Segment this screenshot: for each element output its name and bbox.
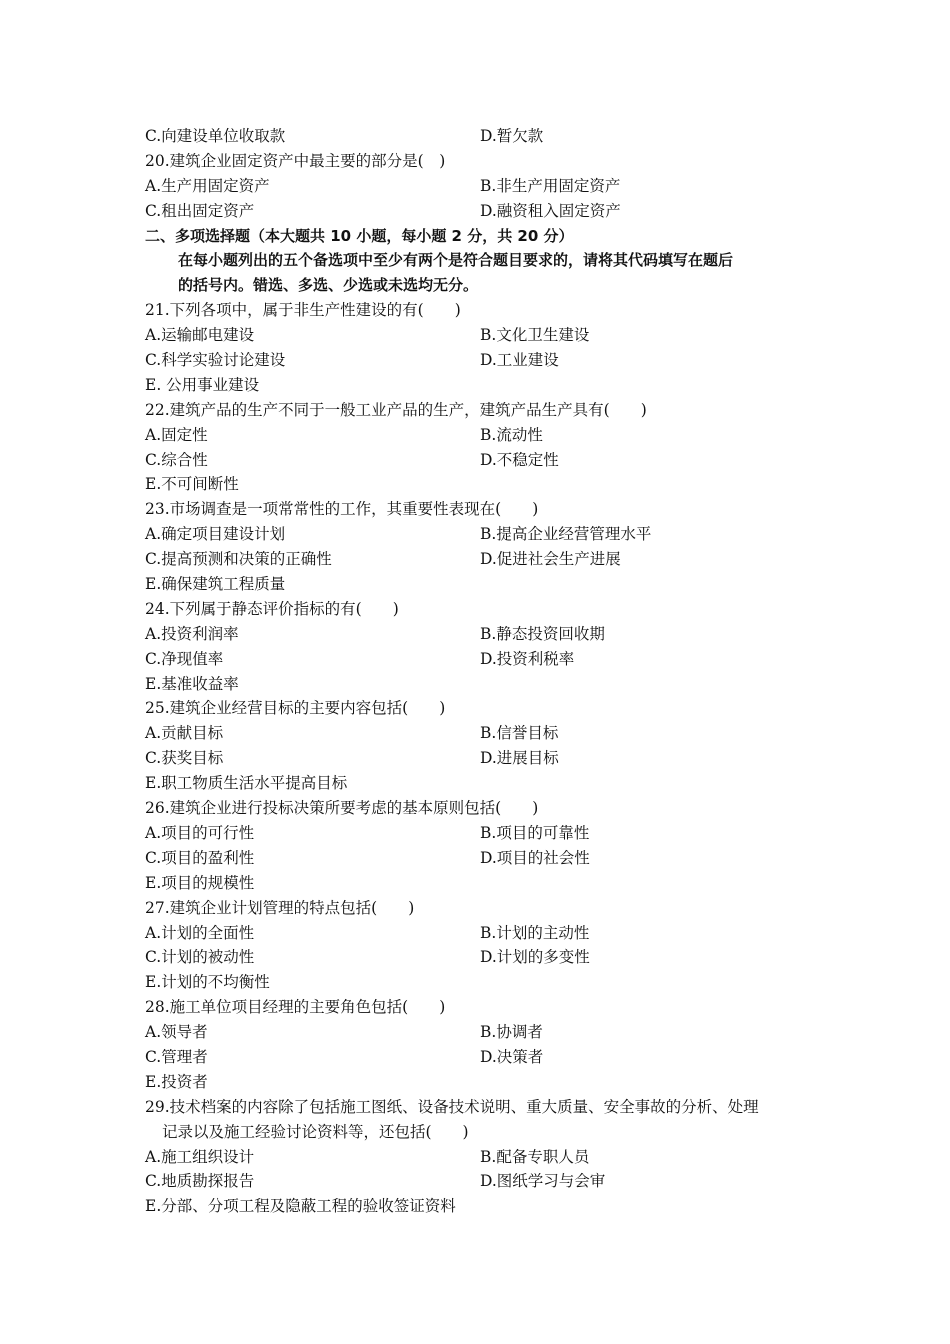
option-a: A.投资利润率	[145, 624, 239, 643]
q26-options-ab	[145, 821, 815, 846]
option-e: E.职工物质生活水平提高目标	[145, 774, 348, 793]
q25-options-ab	[145, 721, 815, 746]
option-c: C.科学实验讨论建设	[145, 351, 286, 370]
option-c: C.获奖目标	[145, 749, 224, 768]
option-e: E.投资者	[145, 1072, 208, 1091]
q25-options-cd	[145, 746, 815, 771]
option-d: D.工业建设	[480, 351, 559, 370]
option-d: D.项目的社会性	[480, 848, 590, 867]
option-d: D.决策者	[480, 1047, 544, 1066]
q29-options-cd	[145, 1169, 815, 1194]
question-28-stem: 28.施工单位项目经理的主要角色包括( )	[145, 998, 446, 1017]
q27-options-cd	[145, 945, 815, 970]
option-a: A.贡献目标	[145, 724, 224, 743]
question-27-stem: 27.建筑企业计划管理的特点包括( )	[145, 898, 415, 917]
option-c: C.租出固定资产	[145, 201, 255, 220]
option-c: C.管理者	[145, 1047, 208, 1066]
question-20-stem: 20.建筑企业固定资产中最主要的部分是( )	[145, 151, 446, 170]
option-d: D.促进社会生产进展	[480, 550, 621, 569]
q29-options-ab	[145, 1145, 815, 1170]
option-a: A.运输邮电建设	[145, 326, 255, 345]
q24-options-cd	[145, 647, 815, 672]
option-c: C.提高预测和决策的正确性	[145, 550, 332, 569]
option-e: E.计划的不均衡性	[145, 973, 270, 992]
option-b: B.提高企业经营管理水平	[480, 525, 652, 544]
q24-options-ab	[145, 622, 815, 647]
option-a: A.计划的全面性	[145, 923, 255, 942]
option-d: D.图纸学习与会审	[480, 1172, 606, 1191]
question-22-stem: 22.建筑产品的生产不同于一般工业产品的生产，建筑产品生产具有( )	[145, 400, 647, 419]
q23-options-ab	[145, 522, 815, 547]
q28-options-ab	[145, 1020, 815, 1045]
q22-options-ab	[145, 423, 815, 448]
option-b: B.文化卫生建设	[480, 326, 590, 345]
option-d: D.计划的多变性	[480, 948, 590, 967]
option-b: B.协调者	[480, 1023, 543, 1042]
question-29-stem-line1: 29.技术档案的内容除了包括施工图纸、设备技术说明、重大质量、安全事故的分析、处理	[145, 1097, 759, 1116]
q27-options-ab	[145, 921, 815, 946]
option-e: E.确保建筑工程质量	[145, 575, 286, 594]
option-c: C.地质勘探报告	[145, 1172, 255, 1191]
option-b: B.流动性	[480, 425, 543, 444]
option-c: C.净现值率	[145, 649, 224, 668]
option-b: B.信誉目标	[480, 724, 559, 743]
option-e: E.项目的规模性	[145, 873, 255, 892]
option-c: C.向建设单位收取款	[145, 127, 286, 145]
option-b: B.项目的可靠性	[480, 823, 590, 842]
option-c: C.计划的被动性	[145, 948, 255, 967]
option-d: D.投资利税率	[480, 649, 575, 668]
option-a: A.领导者	[145, 1023, 208, 1042]
option-a: A.项目的可行性	[145, 823, 255, 842]
q19-options-cd	[145, 124, 815, 149]
option-a: A.生产用固定资产	[145, 176, 270, 195]
option-b: B.静态投资回收期	[480, 624, 605, 643]
q20-options-ab	[145, 174, 815, 199]
q22-options-cd	[145, 448, 815, 473]
exam-content	[145, 124, 815, 1219]
question-23-stem: 23.市场调查是一项常常性的工作，其重要性表现在( )	[145, 500, 539, 519]
option-b: B.配备专职人员	[480, 1147, 590, 1166]
option-b: B.非生产用固定资产	[480, 176, 621, 195]
option-d: D.融资租入固定资产	[480, 201, 621, 220]
option-b: B.计划的主动性	[480, 923, 590, 942]
option-e: E. 公用事业建设	[145, 375, 260, 394]
q28-options-cd	[145, 1045, 815, 1070]
question-21-stem: 21.下列各项中，属于非生产性建设的有( )	[145, 301, 461, 320]
q23-options-cd	[145, 547, 815, 572]
question-26-stem: 26.建筑企业进行投标决策所要考虑的基本原则包括( )	[145, 799, 539, 818]
option-a: A.施工组织设计	[145, 1147, 255, 1166]
option-e: E.分部、分项工程及隐蔽工程的验收签证资料	[145, 1197, 456, 1216]
question-25-stem: 25.建筑企业经营目标的主要内容包括( )	[145, 699, 446, 718]
option-d: D.不稳定性	[480, 450, 559, 469]
section-2-instructions-line1: 在每小题列出的五个备选项中至少有两个是符合题目要求的，请将其代码填写在题后	[178, 251, 734, 270]
option-d: D.暂欠款	[480, 127, 544, 145]
option-e: E.不可间断性	[145, 475, 239, 494]
question-24-stem: 24.下列属于静态评价指标的有( )	[145, 599, 399, 618]
option-e: E.基准收益率	[145, 674, 239, 693]
question-29-stem-line2: 记录以及施工经验讨论资料等，还包括( )	[162, 1122, 469, 1141]
section-2-instructions-line2: 的括号内。错选、多选、少选或未选均无分。	[178, 276, 479, 295]
section-2-heading: 二、多项选择题（本大题共 10 小题，每小题 2 分，共 20 分）	[145, 226, 574, 245]
q21-options-ab	[145, 323, 815, 348]
option-d: D.进展目标	[480, 749, 559, 768]
q21-options-cd	[145, 348, 815, 373]
option-c: C.综合性	[145, 450, 208, 469]
q26-options-cd	[145, 846, 815, 871]
option-a: A.确定项目建设计划	[145, 525, 286, 544]
q20-options-cd	[145, 199, 815, 224]
option-c: C.项目的盈利性	[145, 848, 255, 867]
option-a: A.固定性	[145, 425, 208, 444]
